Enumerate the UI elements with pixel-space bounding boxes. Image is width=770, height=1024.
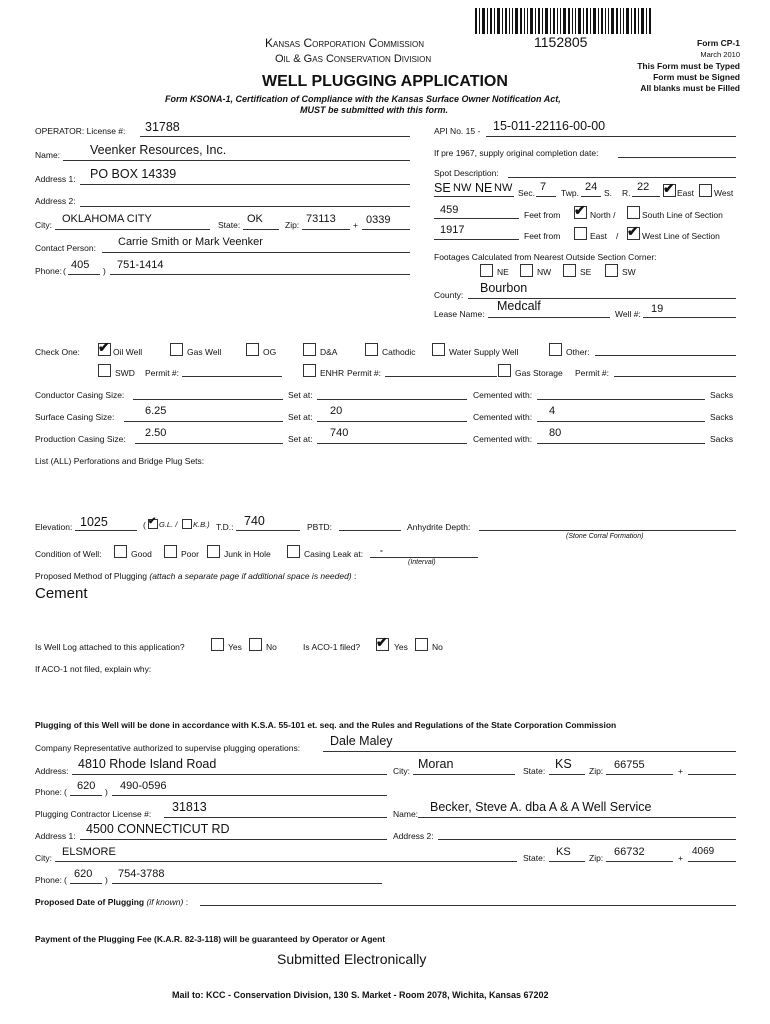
enhr-permit-label: Permit #: — [347, 368, 382, 378]
operator-city-value[interactable]: OKLAHOMA CITY — [62, 213, 152, 225]
contractor-license-value[interactable]: 31813 — [172, 800, 207, 814]
water-supply-checkbox[interactable] — [432, 343, 445, 356]
contractor-phone-close-paren: ) — [105, 875, 108, 885]
note-typed: This Form must be Typed — [637, 61, 740, 71]
surface-set-at-label: Set at: — [288, 412, 313, 422]
footage-ew-value[interactable]: 1917 — [440, 224, 465, 236]
contractor-name-value[interactable]: Becker, Steve A. dba A & A Well Service — [430, 800, 652, 814]
og-label: OG — [263, 347, 277, 357]
surface-set-at-value[interactable]: 20 — [330, 405, 343, 417]
aco1-yes-checkmark-icon: ✔ — [376, 634, 388, 650]
county-label: County: — [434, 290, 464, 300]
contractor-state-label: State: — [523, 853, 546, 863]
contact-person-value[interactable]: Carrie Smith or Mark Veenker — [118, 236, 263, 248]
da-label: D&A — [320, 347, 338, 357]
da-checkbox[interactable] — [303, 343, 316, 356]
form-id: Form CP-1 — [697, 38, 740, 48]
well-number-label: Well #: — [615, 309, 641, 319]
note-blanks: All blanks must be Filled — [640, 83, 740, 93]
gas-well-label: Gas Well — [187, 347, 222, 357]
rep-phone-open-paren: ( — [64, 787, 67, 797]
production-casing-label: Production Casing Size: — [35, 434, 126, 444]
contractor-phone-label: Phone: — [35, 875, 62, 885]
sec-label: Sec. — [518, 188, 536, 198]
surface-cemented-label: Cemented with: — [473, 412, 533, 422]
twp-label: Twp. — [561, 188, 579, 198]
casing-leak-value[interactable]: - — [380, 545, 383, 555]
og-checkbox[interactable] — [246, 343, 259, 356]
operator-phone-area[interactable]: 405 — [71, 259, 90, 271]
spot-nw-1[interactable]: NW — [453, 182, 472, 194]
zip-plus-sign: + — [353, 220, 358, 230]
rep-state-value[interactable]: KS — [555, 757, 572, 771]
rep-city-value[interactable]: Moran — [418, 757, 454, 771]
conductor-set-at-label: Set at: — [288, 390, 313, 400]
casing-leak-label: Casing Leak at: — [304, 549, 364, 559]
cathodic-label: Cathodic — [382, 347, 416, 357]
perforations-label: List (ALL) Perforations and Bridge Plug Sets: — [35, 456, 205, 466]
swd-label: SWD — [115, 368, 135, 378]
plugging-method-label — [35, 571, 356, 581]
well-log-no-label: No — [266, 642, 277, 652]
company-rep-label: Company Representative authorized to supervise plugging operations: — [35, 743, 301, 753]
operator-address2-label: Address 2: — [35, 196, 76, 206]
east-checkmark-icon: ✔ — [663, 180, 675, 196]
rep-city-label: City: — [393, 766, 410, 776]
production-set-at-label: Set at: — [288, 434, 313, 444]
rep-address-label: Address: — [35, 766, 69, 776]
south-line-label: South Line of Section — [642, 210, 723, 220]
west-checkbox[interactable] — [699, 184, 712, 197]
cathodic-checkbox[interactable] — [365, 343, 378, 356]
condition-label: Condition of Well: — [35, 549, 102, 559]
plugging-statement: Plugging of this Well will be done in accordance with K.S.A. 55-101 et. seq. and the Rules and Regulations of the State Corporation Commission — [35, 720, 617, 730]
stone-corral-note: (Stone Corral Formation) — [566, 533, 644, 540]
contractor-city-label: City: — [35, 853, 52, 863]
well-number-value[interactable]: 19 — [651, 303, 664, 315]
well-log-yes-checkbox[interactable] — [211, 638, 224, 651]
gas-storage-permit-label: Permit #: — [575, 368, 610, 378]
ksona-notice-1: Form KSONA-1, Certification of Compliance with the Kansas Surface Owner Notification Act, — [165, 94, 561, 104]
check-one-label: Check One: — [35, 347, 80, 357]
aco1-yes-label: Yes — [394, 642, 408, 652]
elevation-value[interactable]: 1025 — [80, 515, 108, 529]
east-line-label: East — [590, 231, 608, 241]
condition-poor-checkbox[interactable] — [164, 545, 177, 558]
spot-description-label: Spot Description: — [434, 168, 499, 178]
operator-address1-label: Address 1: — [35, 174, 76, 184]
note-signed: Form must be Signed — [653, 72, 740, 82]
corner-nw-label: NW — [537, 267, 552, 277]
gl-checkmark-icon: ✔ — [148, 516, 157, 527]
corner-se-checkbox[interactable] — [563, 264, 576, 277]
phone-close-paren: ) — [103, 266, 106, 276]
operator-zip-value[interactable]: 73113 — [306, 213, 336, 225]
junk-in-hole-label: Junk in Hole — [224, 549, 271, 559]
south-checkbox[interactable] — [627, 206, 640, 219]
corner-sw-checkbox[interactable] — [605, 264, 618, 277]
production-casing-value[interactable]: 2.50 — [145, 427, 167, 439]
kb-checkbox[interactable] — [182, 519, 192, 529]
east-label: East — [677, 188, 695, 198]
payment-statement: Payment of the Plugging Fee (K.A.R. 82-3-118) will be guaranteed by Operator or Agent — [35, 934, 386, 944]
proposed-date-note: (if known) — [146, 897, 184, 907]
operator-zip-label: Zip: — [285, 220, 300, 230]
corner-sw-label: SW — [622, 267, 636, 277]
gas-well-checkbox[interactable] — [170, 343, 183, 356]
conductor-cemented-label: Cemented with: — [473, 390, 533, 400]
well-log-question: Is Well Log attached to this application? — [35, 642, 185, 652]
feet-from-ns-label: Feet from — [524, 210, 561, 220]
contractor-phone-number[interactable]: 754-3788 — [118, 868, 165, 880]
rep-phone-label: Phone: — [35, 787, 62, 797]
gas-storage-label: Gas Storage — [515, 368, 563, 378]
conductor-casing-label: Conductor Casing Size: — [35, 390, 125, 400]
operator-address1-value[interactable]: PO BOX 14339 — [90, 167, 177, 181]
barcode — [475, 8, 653, 34]
company-rep-value[interactable]: Dale Maley — [330, 734, 393, 748]
production-cemented-label: Cemented with: — [473, 434, 533, 444]
enhr-label: ENHR — [320, 368, 345, 378]
west-line-label: West Line of Section — [642, 231, 720, 241]
rep-zip-label: Zip: — [589, 766, 604, 776]
interval-note: (Interval) — [408, 559, 436, 566]
operator-name-value[interactable]: Veenker Resources, Inc. — [90, 143, 227, 157]
surface-cemented-value[interactable]: 4 — [549, 405, 556, 417]
mail-to-address: Mail to: KCC - Conservation Division, 130 S. Market - Room 2078, Wichita, Kansas 67202 — [172, 990, 549, 1000]
contractor-license-label: Plugging Contractor License #: — [35, 809, 152, 819]
rep-zip-value[interactable]: 66755 — [614, 759, 645, 771]
aco1-no-label: No — [432, 642, 443, 652]
operator-phone-label: Phone: — [35, 266, 62, 276]
phone-open-paren: ( — [63, 266, 66, 276]
oil-well-checkmark-icon: ✔ — [98, 339, 110, 355]
contractor-address1-value[interactable]: 4500 CONNECTICUT RD — [86, 822, 230, 836]
barcode-number: 1152805 — [534, 34, 588, 50]
ksona-notice-2: MUST be submitted with this form. — [300, 105, 448, 115]
division-name: Oil & Gas Conservation Division — [275, 53, 432, 65]
operator-state-value[interactable]: OK — [247, 213, 263, 225]
s-label: S. — [604, 188, 613, 198]
condition-good-label: Good — [131, 549, 152, 559]
elevation-paren: ( — [143, 520, 146, 530]
west-line-checkmark-icon: ✔ — [627, 223, 639, 239]
oil-well-label: Oil Well — [113, 347, 143, 357]
contractor-address1-label: Address 1: — [35, 831, 76, 841]
contractor-name-label: Name: — [393, 809, 419, 819]
corner-se-label: SE — [580, 267, 592, 277]
pre1967-label: If pre 1967, supply original completion date: — [434, 148, 599, 158]
surface-casing-value[interactable]: 6.25 — [145, 405, 167, 417]
anhydrite-label: Anhydrite Depth: — [407, 522, 471, 532]
enhr-checkbox[interactable] — [303, 364, 316, 377]
contractor-phone-area[interactable]: 620 — [74, 868, 93, 880]
footages-label: Footages Calculated from Nearest Outside Section Corner: — [434, 252, 657, 262]
range-value[interactable]: 22 — [637, 181, 650, 193]
lease-name-value[interactable]: Medcalf — [497, 299, 541, 313]
form-title: WELL PLUGGING APPLICATION — [262, 73, 508, 90]
submitted-electronically: Submitted Electronically — [277, 951, 427, 967]
production-set-at-value[interactable]: 740 — [330, 427, 349, 439]
aco1-question: Is ACO-1 filed? — [303, 642, 361, 652]
swd-checkbox[interactable] — [98, 364, 111, 377]
spot-ne[interactable]: NE — [475, 181, 493, 195]
rep-state-label: State: — [523, 766, 546, 776]
form-date: March 2010 — [700, 50, 740, 59]
pbtd-label: PBTD: — [307, 522, 333, 532]
plugging-method-value[interactable]: Cement — [35, 585, 88, 602]
county-value[interactable]: Bourbon — [480, 281, 528, 295]
spot-se[interactable]: SE — [434, 181, 451, 195]
west-label: West — [714, 188, 734, 198]
contractor-phone-open-paren: ( — [64, 875, 67, 885]
corner-nw-checkbox[interactable] — [520, 264, 533, 277]
corner-ne-label: NE — [497, 267, 509, 277]
well-log-no-checkbox[interactable] — [249, 638, 262, 651]
rep-address-value[interactable]: 4810 Rhode Island Road — [78, 757, 217, 771]
east-line-checkbox[interactable] — [574, 227, 587, 240]
operator-license-value[interactable]: 31788 — [145, 120, 180, 134]
contractor-city-value[interactable]: ELSMORE — [62, 846, 116, 858]
plugging-method-colon: : — [354, 571, 357, 581]
other-label: Other: — [566, 347, 590, 357]
casing-leak-checkbox[interactable] — [287, 545, 300, 558]
spot-nw-2[interactable]: NW — [494, 182, 513, 194]
operator-zip-plus-value[interactable]: 0339 — [366, 214, 391, 226]
plugging-method-label-text: Proposed Method of Plugging — [35, 571, 147, 581]
contact-person-label: Contact Person: — [35, 243, 96, 253]
gl-label: G.L. / — [159, 520, 178, 529]
operator-name-label: Name: — [35, 150, 61, 160]
contractor-zip-plus-sign: + — [678, 853, 683, 863]
water-supply-label: Water Supply Well — [449, 347, 519, 357]
proposed-date-label-text: Proposed Date of Plugging — [35, 897, 145, 907]
production-sacks-label: Sacks — [710, 434, 734, 444]
corner-ne-checkbox[interactable] — [480, 264, 493, 277]
api-value[interactable]: 15-011-22116-00-00 — [493, 119, 606, 133]
kb-label: K.B.) — [193, 520, 210, 529]
gas-storage-checkbox[interactable] — [498, 364, 511, 377]
plugging-method-note: (attach a separate page if additional space is needed) — [149, 571, 352, 581]
aco1-no-checkbox[interactable] — [415, 638, 428, 651]
feet-from-ew-label: Feet from — [524, 231, 561, 241]
north-checkmark-icon: ✔ — [574, 202, 586, 218]
north-label: North / — [590, 210, 616, 220]
production-cemented-value[interactable]: 80 — [549, 427, 562, 439]
operator-city-label: City: — [35, 220, 52, 230]
api-label: API No. 15 - — [434, 126, 481, 136]
operator-state-label: State: — [218, 220, 241, 230]
aco1-explain-label: If ACO-1 not filed, explain why: — [35, 664, 152, 674]
other-checkbox[interactable] — [549, 343, 562, 356]
surface-casing-label: Surface Casing Size: — [35, 412, 115, 422]
conductor-sacks-label: Sacks — [710, 390, 734, 400]
east-west-separator: / — [616, 231, 619, 241]
operator-phone-number[interactable]: 751-1414 — [117, 259, 164, 271]
surface-sacks-label: Sacks — [710, 412, 734, 422]
condition-good-checkbox[interactable] — [114, 545, 127, 558]
twp-value[interactable]: 24 — [585, 181, 598, 193]
rep-phone-area[interactable]: 620 — [77, 780, 96, 792]
td-value[interactable]: 740 — [244, 514, 265, 528]
rep-phone-number[interactable]: 490-0596 — [120, 780, 167, 792]
proposed-date-colon: : — [185, 897, 189, 907]
elevation-label: Elevation: — [35, 522, 73, 532]
rep-phone-close-paren: ) — [105, 787, 108, 797]
agency-name: Kansas Corporation Commission — [265, 36, 424, 50]
td-label: T.D.: — [216, 522, 234, 532]
footage-ns-value[interactable]: 459 — [440, 204, 459, 216]
swd-permit-label: Permit #: — [145, 368, 180, 378]
contractor-zip-label: Zip: — [589, 853, 604, 863]
contractor-state-value[interactable]: KS — [556, 846, 571, 858]
contractor-address2-label: Address 2: — [393, 831, 434, 841]
contractor-zip-plus-value[interactable]: 4069 — [692, 846, 715, 857]
r-label: R. — [622, 188, 631, 198]
rep-zip-plus-sign: + — [678, 766, 683, 776]
junk-in-hole-checkbox[interactable] — [207, 545, 220, 558]
condition-poor-label: Poor — [181, 549, 199, 559]
sec-value[interactable]: 7 — [540, 181, 547, 193]
contractor-zip-value[interactable]: 66732 — [614, 846, 645, 858]
well-log-yes-label: Yes — [228, 642, 242, 652]
operator-license-label: OPERATOR: License #: — [35, 126, 126, 136]
lease-name-label: Lease Name: — [434, 309, 485, 319]
proposed-date-label — [35, 897, 188, 907]
